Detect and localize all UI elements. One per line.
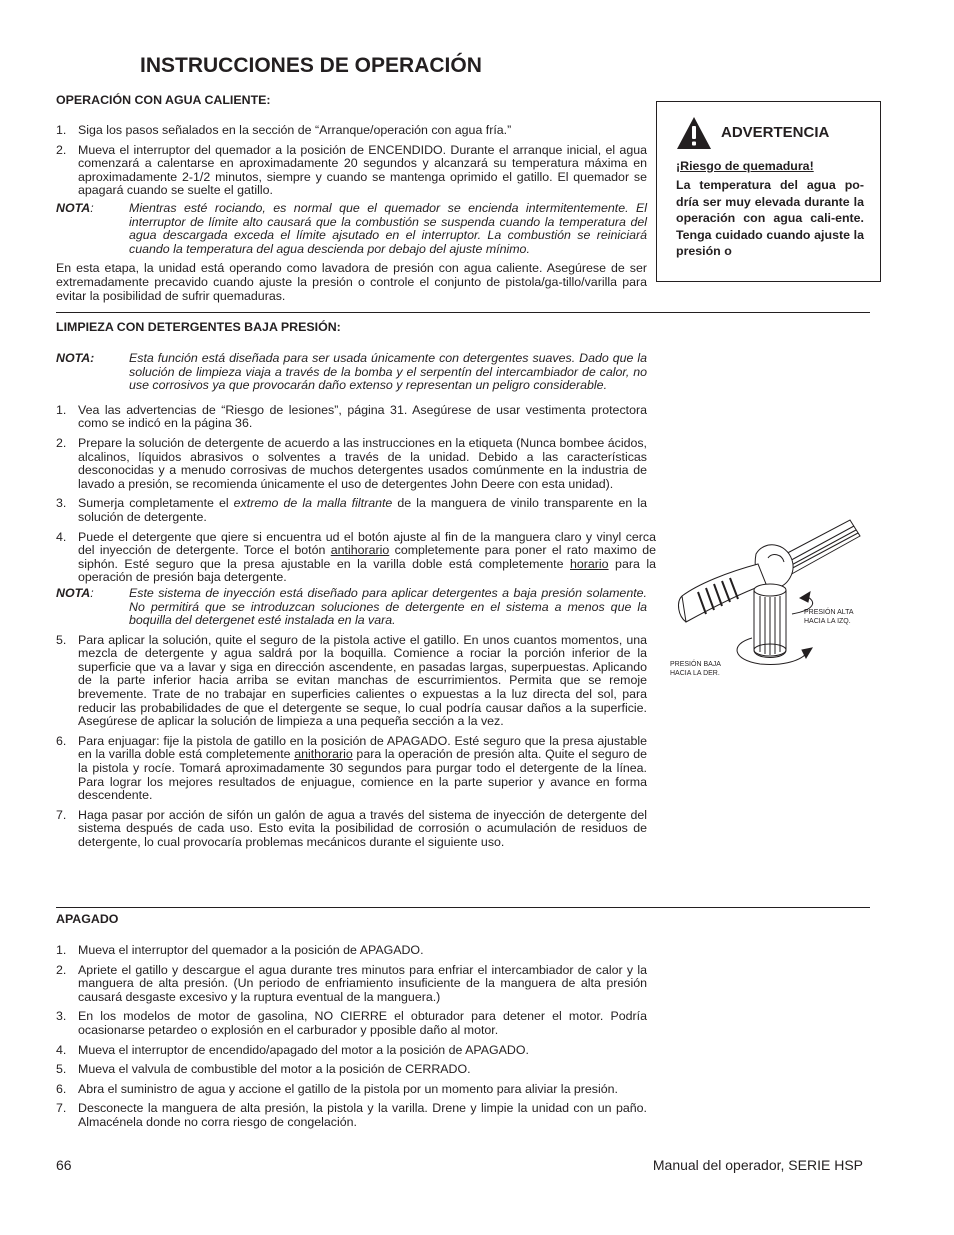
warning-triangle-icon	[676, 116, 712, 150]
list-item	[56, 964, 647, 1005]
item-text: Abra el suministro de agua y accione el gatillo de la pistola por un momento para aliviar la presión.	[78, 1081, 618, 1096]
warning-title: ADVERTENCIA	[721, 124, 830, 142]
list-item	[56, 497, 647, 524]
pressure-adjust-illustration	[668, 510, 878, 686]
item-number: 2.	[56, 962, 67, 977]
list-item	[56, 1083, 647, 1097]
underlined-text: horario	[570, 556, 609, 571]
list-item	[56, 437, 647, 491]
item-number: 4.	[56, 529, 67, 544]
page-number: 66	[56, 1157, 72, 1173]
item-number: 1.	[56, 123, 67, 137]
item-number: 7.	[56, 1101, 67, 1116]
note-label: NOTA:	[56, 351, 95, 365]
item-number: 1.	[56, 402, 67, 417]
warning-subtitle: ¡Riesgo de quemadura!	[676, 159, 814, 173]
underlined-text: anithorario	[294, 747, 353, 762]
page-title: INSTRUCCIONES DE OPERACIÓN	[140, 54, 482, 77]
label-low-pressure: PRESIÓN BAJA HACIA LA DER.	[670, 661, 721, 677]
note-block	[56, 352, 647, 393]
note-text: Este sistema de inyección está diseñado para aplicar detergentes a baja presión solamente. No permitirá que se introduzcan soluciones de detergente en el sistema a menos que la boquilla del detergenet esté instalada en la vara.	[129, 585, 647, 628]
item-text: Mueva el valvula de combustible del motor a la posición de CERRADO.	[78, 1062, 471, 1077]
list-item	[56, 404, 647, 431]
list-item	[56, 1102, 647, 1129]
item-number: 2.	[56, 142, 67, 157]
warning-box	[656, 101, 881, 282]
list-item	[56, 144, 647, 198]
item-number: 6.	[56, 1081, 67, 1096]
note-label: NOTA	[56, 200, 91, 215]
underlined-text: antihorario	[330, 543, 390, 558]
item-text: Para aplicar la solución, quite el seguro de la pistola active el gatillo. En unos cuantos momentos, una mezcla de detergente y agua saldrá por la boquilla. Comience a rociar la porción inferior de la superficie que va a lavar y siga en dirección ascendente, en pasadas largas, superpuestas. Aplicando de la parte inferior hacia arriba se evitan manchas de escurrimientos. Permita que se remoje brevemente. Trate de no trabajar en superficies calientes o expuestas a la luz directa del sol, para reducir las probabilidades de que el detergente se seque, lo cual podría causar daños a la superficie. Asegúrese de aplicar la solución de limpieza a una pequeña sección a la vez.	[78, 632, 647, 729]
note-block	[56, 587, 647, 628]
item-text: Haga pasar por acción de sifón un galón de agua a través del sistema de inyección de detergente del sistema después de cada uso. Esto evita la posibilidad de corrosión o acumulación de residuos de detergente, lo cual provocaría problemas mecánicos durante el siguiente uso.	[78, 807, 647, 849]
item-text: Para enjuagar: fije la pistola de gatillo en la posición de APAGADO. Esté seguro que la presa ajustable en la varilla doble está completemente anithorario para la operación de presión alta. Quite el seguro de la pistola y rocíe. Tomará aproximadamente 30 segundos para purgar todo el detergente de la línea. Para lograr los mejores resultados de enjuague, comience en la parte superior y avance en forma descendente.	[78, 733, 647, 803]
shutdown-section	[56, 944, 647, 1130]
item-text: Sumerja completamente el extremo de la malla filtrante de la manguera de vinilo transparente en la solución de detergente.	[78, 496, 648, 524]
section-heading-detergent: LIMPIEZA CON DETERGENTES BAJA PRESIÓN:	[56, 320, 341, 334]
item-number: 4.	[56, 1042, 67, 1057]
note-colon: :	[90, 200, 94, 215]
list-item	[56, 944, 647, 958]
paragraph: En esta etapa, la unidad está operando como lavadora de presión con agua caliente. Asegúrese de ser extremadamente precavido cuando ajuste la presión o controle el conjunto de pistola/ga-tillo/varilla para evitar la posibilidad de sufrir quemaduras.	[56, 261, 647, 303]
item-number: 5.	[56, 1062, 67, 1077]
item-number: 6.	[56, 733, 67, 748]
warning-body: La temperatura del agua po-dría ser muy elevada durante la operación con agua cali-ente. Tenga cuidado cuando ajuste la presión o	[676, 178, 864, 259]
note-text: Mientras esté rociando, es normal que el quemador se encienda intermitentemente. El interruptor de límite alto causará que la combustión se suspenda cuando la temperatura del agua descargada exceda el límite ajsutado en el interruptor. La combustión se reiniciará cuando la temperatura del agua descienda por debajo del ajuste mínimo.	[129, 200, 647, 256]
item-text: Puede el detergente que qiere si encuentra ud el botón ajuste al fin de la manguera claro y vinyl cerca del inyección de detergente. Torce el botón antihorario completemente para poner el rato maximo de siphón. Esté seguro que la presa ajustable en la varilla doble está completemente horario para la operación de presión baja detergente.	[78, 529, 656, 585]
item-text: Siga los pasos señalados en la sección de “Arranque/operación con agua fría.”	[78, 123, 512, 137]
item-number: 2.	[56, 435, 67, 450]
item-number: 3.	[56, 496, 67, 511]
item-number: 1.	[56, 943, 67, 957]
section-heading-hot-water: OPERACIÓN CON AGUA CALIENTE:	[56, 93, 271, 107]
hot-water-section	[56, 124, 647, 303]
list-item	[56, 1010, 647, 1037]
item-number: 5.	[56, 632, 67, 647]
item-text: Mueva el interruptor del quemador a la posición de APAGADO.	[78, 943, 424, 957]
item-number: 3.	[56, 1009, 67, 1024]
label-high-pressure: PRESIÓN ALTA HACIA LA IZQ.	[804, 609, 854, 625]
item-text: Prepare la solución de detergente de acuerdo a las instrucciones en la etiqueta (Nunca bombee ácidos, alcalinos, líquidos abrasivos o solventes a través de la unidad. Debido a las características desconocidas y a menudo corrosivas de muchos detergentes usados comúnmente en la industria de lavado a presión, se recomienda únicamente el uso de detergentes John Deere con esta unidad).	[78, 435, 647, 491]
list-item	[56, 531, 656, 585]
list-item	[56, 124, 647, 138]
item-text: Apriete el gatillo y descargue el agua durante tres minutos para enfriar el intercambiador de calor y la manguera de alta presión. (Un periodo de enfriamiento insuficiente de la manguera de alta presión causará desgaste excesivo y la ruptura eventual de la manguera.)	[78, 962, 647, 1004]
item-text: Mueva el interruptor del quemador a la posición de ENCENDIDO. Durante el arranque inicial, el agua comenzará a calentarse en aproximadamente 20 segundos y alcanzará su temperatura máxima en aproximadamente 2-1/2 minutos, siempre y cuando se mantenga oprimido el gatillo. El quemador se apagará cuando se suelte el gatillo.	[78, 142, 647, 198]
note-block	[56, 202, 647, 256]
note-text: Esta función está diseñada para ser usada únicamente con detergentes suaves. Dado que la solución de limpieza viaja a través de la bomba y el serpentín del intercambiador de calor, no use corrosivos ya que provocarán daño extenso y representan un peligro considerable.	[129, 351, 647, 393]
list-item	[56, 809, 647, 850]
section-heading-shutdown: APAGADO	[56, 912, 119, 926]
filter-end-text: extremo de la malla filtrante	[233, 496, 393, 511]
detergent-section	[56, 351, 656, 850]
list-item	[56, 634, 647, 729]
item-text: En los modelos de motor de gasolina, NO CIERRE el obturador para detener el motor. Podría ocasionarse petardeo o explosión en el carburador y pposible daño al motor.	[78, 1009, 647, 1037]
section-divider	[56, 907, 870, 908]
list-item	[56, 1063, 647, 1077]
item-text: Desconecte la manguera de alta presión, la pistola y la varilla. Drene y limpie la unidad con un paño. Almacénela donde no corra riesgo de congelación.	[78, 1101, 647, 1129]
warning-header	[676, 116, 829, 150]
item-text: Vea las advertencias de “Riesgo de lesiones”, página 31. Asegúrese de usar vestimenta protectora como se indicó en la página 36.	[78, 402, 647, 431]
item-number: 7.	[56, 807, 67, 822]
item-text: Mueva el interruptor de encendido/apagado del motor a la posición de APAGADO.	[78, 1042, 529, 1057]
note-colon: :	[90, 585, 94, 600]
manual-title: Manual del operador, SERIE HSP	[652, 1157, 863, 1173]
section-divider	[56, 312, 870, 313]
note-label: NOTA	[56, 585, 91, 600]
list-item	[56, 1044, 647, 1058]
list-item	[56, 735, 647, 803]
